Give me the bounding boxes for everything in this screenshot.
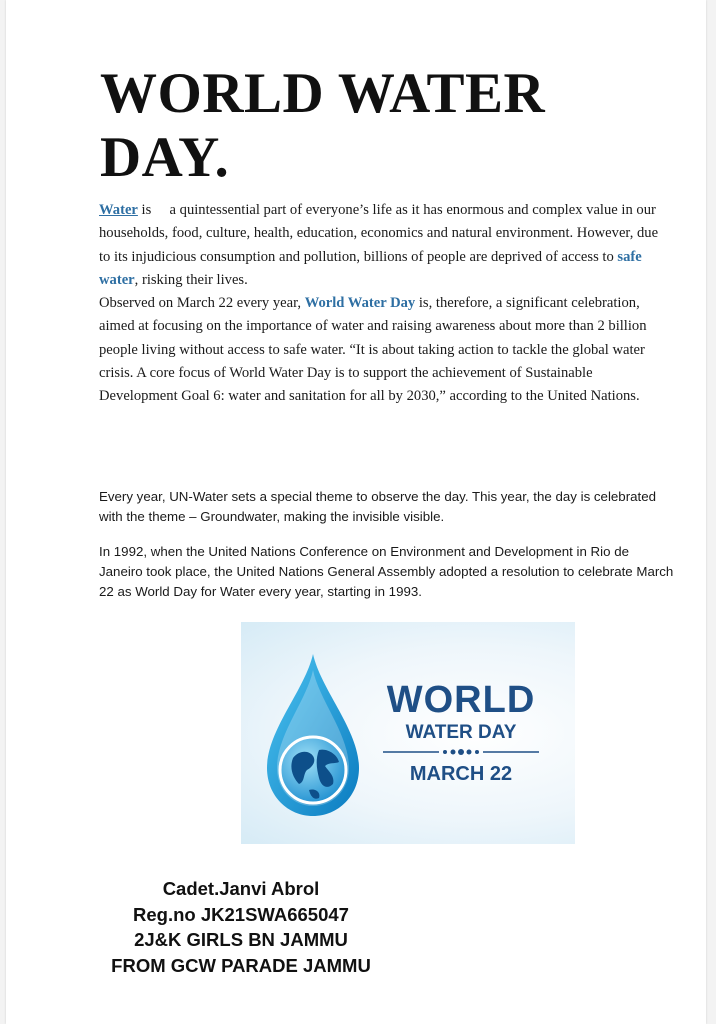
world-water-day-banner: [241, 622, 575, 844]
credit-reg-no: Reg.no JK21SWA665047: [133, 903, 349, 925]
banner-world-text: WORLD: [386, 679, 536, 721]
link-water[interactable]: Water: [99, 202, 138, 218]
document-title: WORLD WATER DAY.: [100, 62, 546, 189]
paragraph-history: In 1992, when the United Nations Conference on Environment and Development in Rio de Janeiro took place, the United Nations General Assembly adopted a resolution to celebrate March 22 as World Day for Water every year, starting in 1993.: [99, 544, 674, 599]
paragraph2-text-a: Observed on March 22 every year,: [99, 295, 305, 312]
ornament-divider-icon: [381, 746, 541, 758]
banner-date-text: MARCH 22: [409, 763, 513, 785]
paragraph1-text-b: , risking their lives.: [134, 271, 248, 288]
link-world-water-day[interactable]: World Water Day: [304, 295, 416, 312]
credit-institution: FROM GCW PARADE JAMMU: [111, 954, 371, 976]
credit-battalion: 2J&K GIRLS BN JAMMU: [134, 929, 348, 950]
banner-water-day-text: WATER DAY: [405, 722, 517, 743]
paragraph-theme: Every year, UN-Water sets a special theme to observe the day. This year, the day is celebrated with the theme – Groundwater, making the invisible visible.: [99, 489, 657, 524]
credit-name: Cadet.Janvi Abrol: [162, 878, 320, 899]
water-drop-globe-icon: [263, 650, 363, 820]
paragraph2-text-b: is, therefore, a significant celebration, aimed at focusing on the importance of water and raising awareness about more than 2 billion people living without access to safe water. “It is about taking action to tackle the global water crisis. A core focus of World Water Day is to support the achievement of Sustainable Development Goal 6: water and sanitation for all by 2030,” according to the United Nations.: [99, 295, 647, 405]
body-paragraphs-serif: [99, 199, 669, 409]
credits-block: [46, 876, 436, 978]
link-safe-water[interactable]: safe water: [99, 248, 642, 288]
paragraph1-text-a: is a quintessential part of everyone’s life as it has enormous and complex value in our households, food, culture, health, education, economics and natural environment. However, due to its injudicious consumption and pollution, billions of people are deprived of access to: [99, 202, 662, 265]
document-page: [6, 0, 706, 1024]
